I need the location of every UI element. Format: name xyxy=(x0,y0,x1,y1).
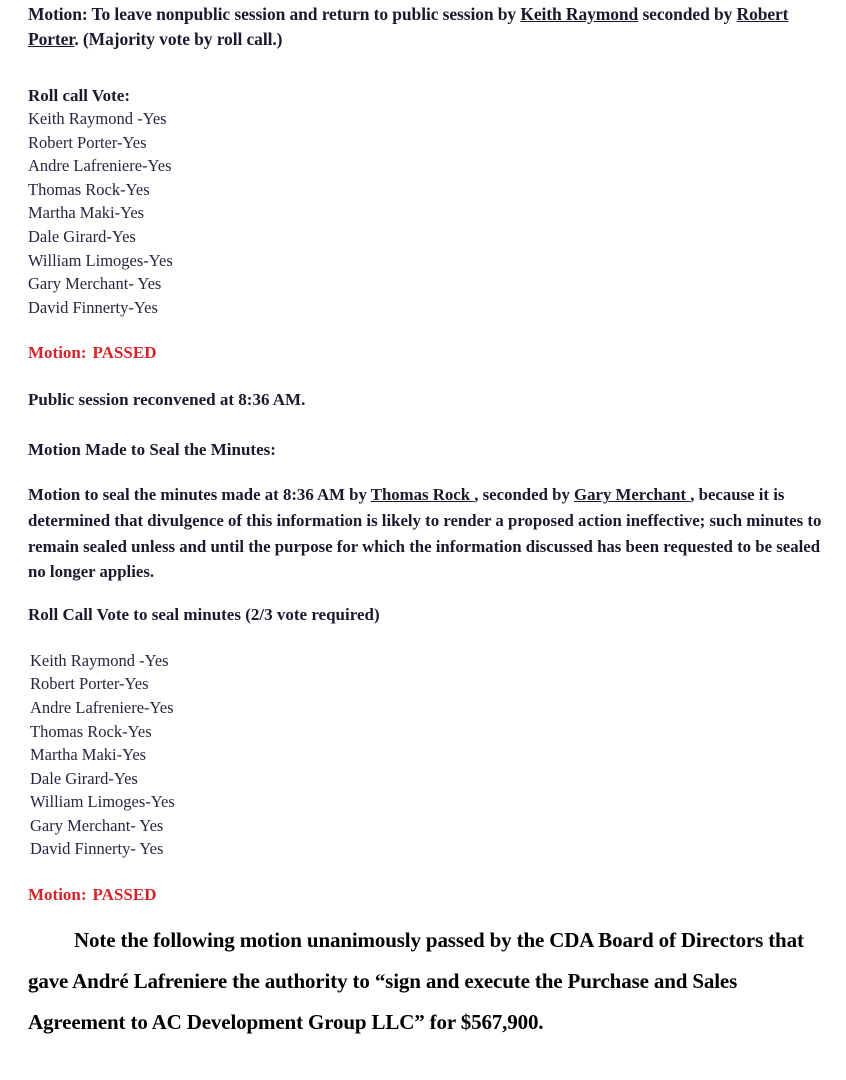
seal-minutes-paragraph xyxy=(28,482,836,584)
vote-entry: David Finnerty-Yes xyxy=(28,297,158,317)
motion-seconder-name: Robert Porter xyxy=(28,4,789,49)
closing-note-text: Note the following motion unanimously passed by the CDA Board of Directors that gave André Lafreniere the authority to “sign and execute the Purchase and Sales Agreement to AC Development Group LLC” for $567,900. xyxy=(28,928,804,1035)
seal-motion-maker-name: Thomas Rock xyxy=(370,485,475,505)
vote-entry: David Finnerty- Yes xyxy=(30,839,164,859)
vote-entry: William Limoges-Yes xyxy=(28,250,173,270)
motion-return-to-public-session xyxy=(28,0,836,52)
roll-call-vote-1-list xyxy=(28,107,836,319)
vote-entry: Gary Merchant- Yes xyxy=(30,815,164,835)
motion-label: Motion: xyxy=(28,4,88,24)
closing-note-paragraph xyxy=(28,920,836,1043)
motion-text-before: To leave nonpublic session and return to public session by xyxy=(87,4,521,24)
motion-result-label: Motion: xyxy=(28,885,87,905)
vote-entry: Keith Raymond -Yes xyxy=(30,650,169,670)
vote-entry: Dale Girard-Yes xyxy=(28,226,136,246)
seal-paragraph-part3: , because it is determined that divulgence of this information is likely to render a proposed action ineffective; such minutes to remain sealed unless and until the purpose for which the information discussed has been requested to be sealed no longer applies. xyxy=(28,485,822,582)
roll-call-vote-1-title: Roll call Vote: xyxy=(28,86,130,105)
vote-entry: Gary Merchant- Yes xyxy=(28,274,162,294)
vote-entry: Martha Maki-Yes xyxy=(28,203,145,223)
motion-result-1 xyxy=(28,341,836,364)
seal-paragraph-part2: , seconded by xyxy=(474,485,575,505)
motion-seconded-text: seconded by xyxy=(642,4,737,24)
vote-entry: William Limoges-Yes xyxy=(30,792,175,812)
motion-result-value: PASSED xyxy=(92,885,157,905)
motion-seal-minutes-heading: Motion Made to Seal the Minutes: xyxy=(28,440,276,460)
public-session-reconvened: Public session reconvened at 8:36 AM. xyxy=(28,390,306,410)
motion-result-value: PASSED xyxy=(92,343,157,363)
roll-call-vote-2-list xyxy=(28,649,836,861)
roll-call-vote-2-title: Roll Call Vote to seal minutes (2/3 vote required) xyxy=(28,604,380,624)
vote-entry: Martha Maki-Yes xyxy=(30,745,147,765)
vote-entry: Dale Girard-Yes xyxy=(30,768,138,788)
vote-entry: Andre Lafreniere-Yes xyxy=(28,156,172,176)
vote-entry: Andre Lafreniere-Yes xyxy=(30,697,174,717)
motion-result-2 xyxy=(28,883,836,906)
vote-entry: Thomas Rock-Yes xyxy=(30,721,152,741)
vote-entry: Keith Raymond -Yes xyxy=(28,109,167,128)
motion-text-after: . (Majority vote by roll call.) xyxy=(74,29,283,49)
motion-maker-name: Keith Raymond xyxy=(520,4,639,24)
seal-paragraph-part1: Motion to seal the minutes made at 8:36 AM by xyxy=(28,485,371,505)
vote-entry: Robert Porter-Yes xyxy=(28,132,147,152)
seal-motion-seconder-name: Gary Merchant xyxy=(574,485,691,505)
vote-entry: Thomas Rock-Yes xyxy=(28,179,150,199)
vote-entry: Robert Porter-Yes xyxy=(30,674,149,694)
motion-result-label: Motion: xyxy=(28,343,87,363)
